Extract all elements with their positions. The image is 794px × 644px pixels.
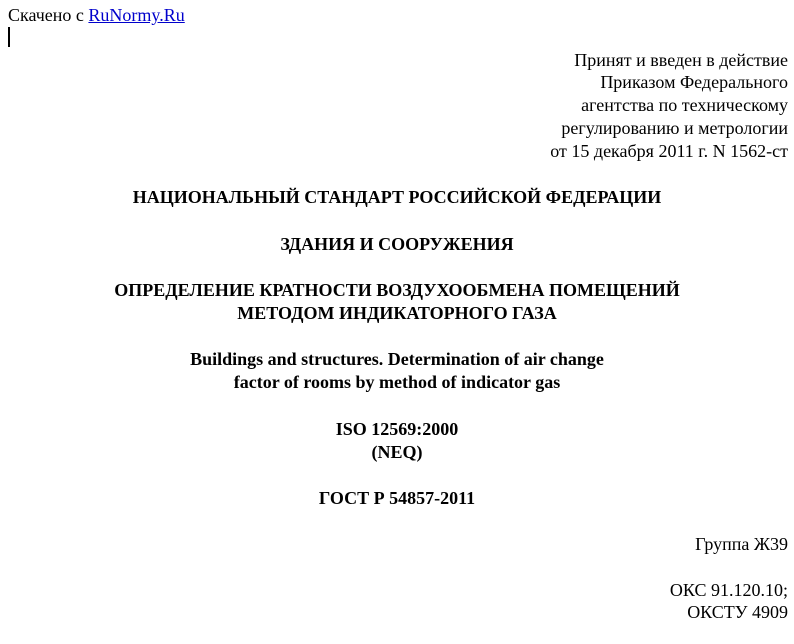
iso-reference: ISO 12569:2000 xyxy=(335,419,459,439)
gost-number: ГОСТ Р 54857-2011 xyxy=(318,488,476,508)
iso-degree: (NEQ) xyxy=(371,442,423,462)
subject-heading: ЗДАНИЯ И СООРУЖЕНИЯ xyxy=(280,234,514,254)
title-ru-line-1: ОПРЕДЕЛЕНИЕ КРАТНОСТИ ВОЗДУХООБМЕНА ПОМЕЩЕНИЙ xyxy=(114,280,680,300)
source-line xyxy=(8,4,185,26)
group-code: Группа Ж39 xyxy=(695,534,788,554)
text-cursor xyxy=(8,27,10,47)
adoption-line-5: от 15 декабря 2011 г. N 1562-ст xyxy=(550,141,788,161)
title-en-line-2: factor of rooms by method of indicator gas xyxy=(233,372,561,392)
oks-code: ОКС 91.120.10; xyxy=(669,580,788,600)
adoption-line-1: Принят и введен в действие xyxy=(574,50,788,70)
okstu-code: ОКСТУ 4909 xyxy=(687,602,788,622)
source-link[interactable]: RuNormy.Ru xyxy=(88,5,185,25)
title-ru-line-2: МЕТОДОМ ИНДИКАТОРНОГО ГАЗА xyxy=(237,303,557,323)
adoption-line-4: регулированию и метрологии xyxy=(561,118,788,138)
title-en-line-1: Buildings and structures. Determination of air change xyxy=(190,349,604,369)
adoption-line-2: Приказом Федерального xyxy=(600,72,788,92)
adoption-line-3: агентства по техническому xyxy=(581,95,788,115)
source-prefix: Скачено с xyxy=(8,5,89,25)
standard-type-heading: НАЦИОНАЛЬНЫЙ СТАНДАРТ РОССИЙСКОЙ ФЕДЕРАЦИИ xyxy=(132,187,662,207)
